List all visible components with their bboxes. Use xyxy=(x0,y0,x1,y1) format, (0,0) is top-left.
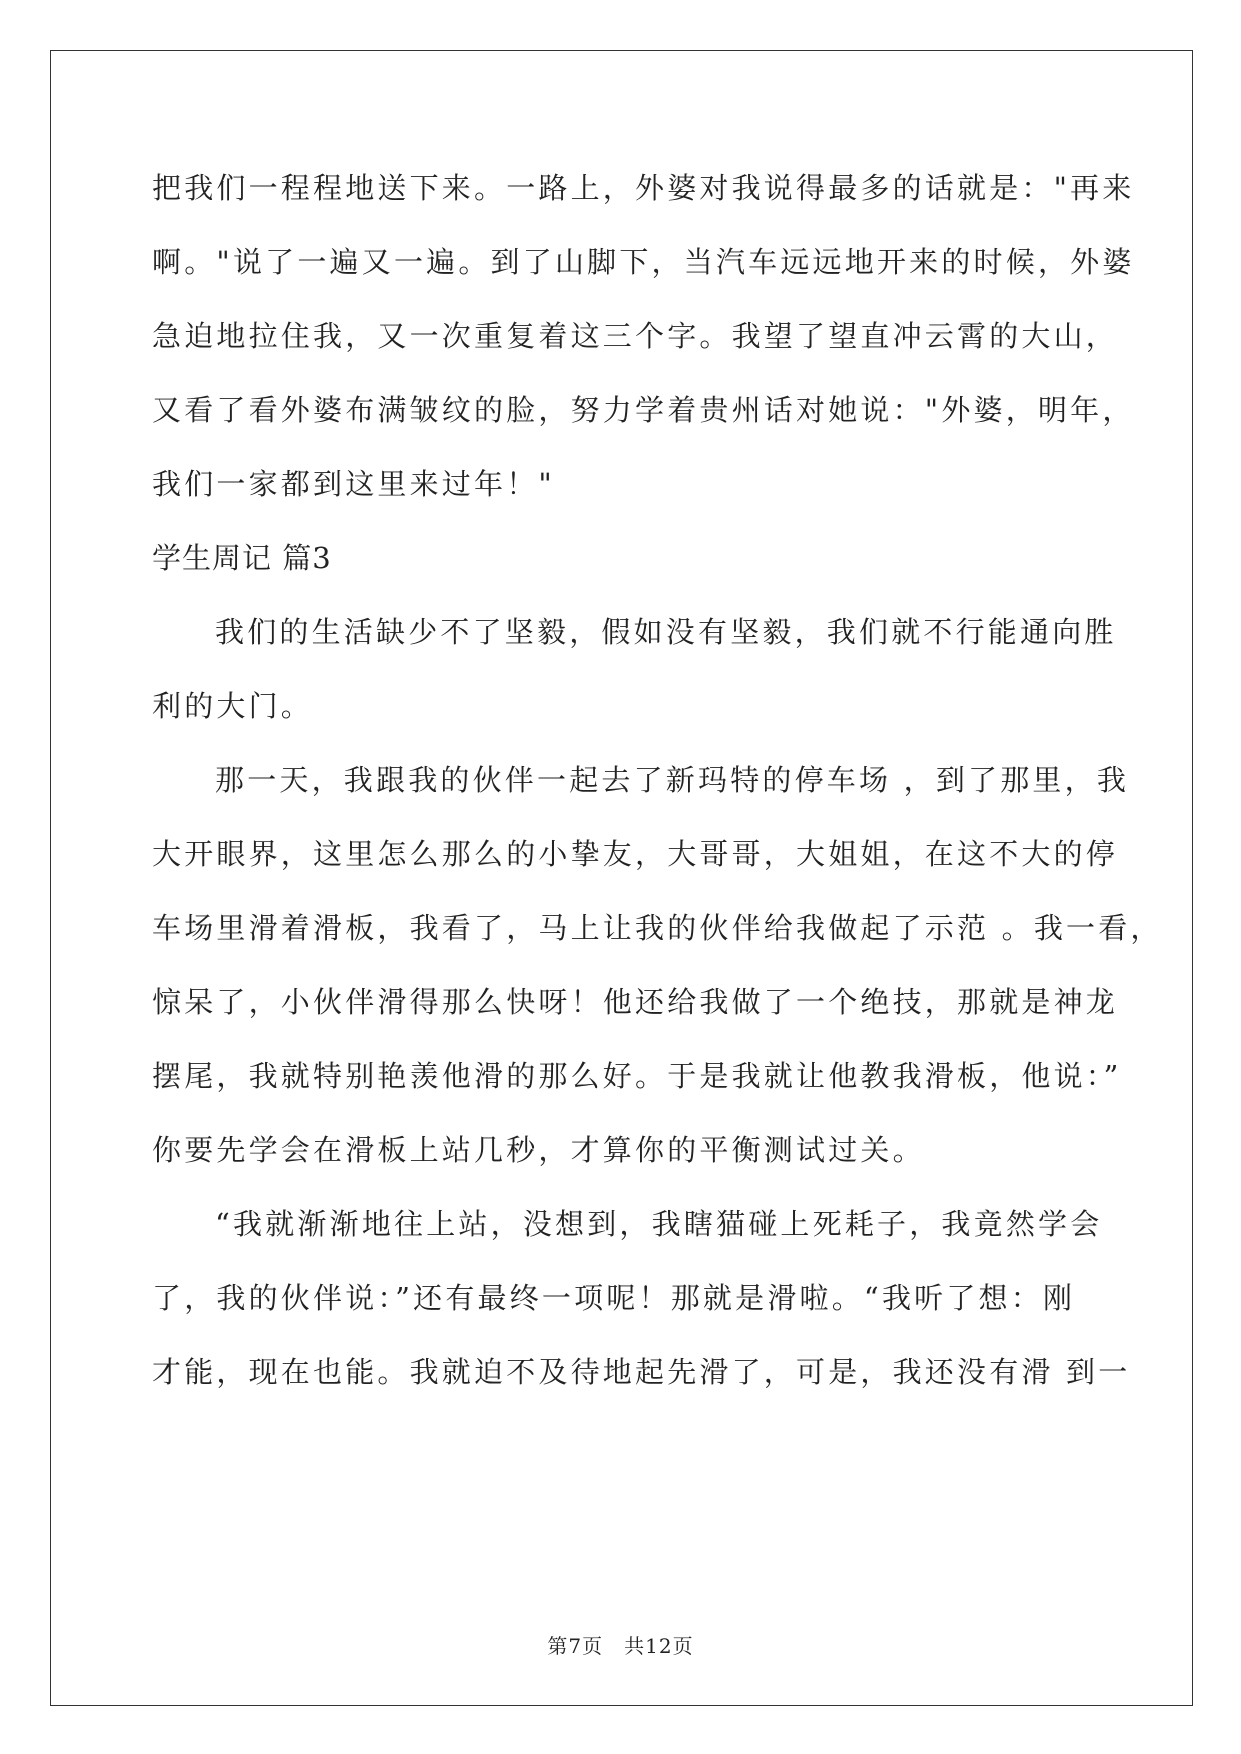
text-line: 你要先学会在滑板上站几秒，才算你的平衡测试过关。 xyxy=(152,1133,925,1167)
text-line: 大开眼界，这里怎么那么的小挚友，大哥哥，大姐姐，在这不大的停 xyxy=(152,837,1119,871)
text-line: 我们一家都到这里来过年！" xyxy=(152,467,555,501)
text-line: 摆尾，我就特别艳羡他滑的那么好。于是我就让他教我滑板，他说：” xyxy=(152,1059,1122,1093)
text-line: 那一天，我跟我的伙伴一起去了新玛特的停车场 ，到了那里，我 xyxy=(215,763,1130,797)
text-line: 又看了看外婆布满皱纹的脸，努力学着贵州话对她说："外婆，明年， xyxy=(152,393,1135,427)
text-line: “我就渐渐地往上站，没想到，我瞎猫碰上死耗子，我竟然学会 xyxy=(215,1207,1103,1241)
text-line: 我们的生活缺少不了坚毅，假如没有坚毅，我们就不行能通向胜 xyxy=(215,615,1117,649)
page-number-footer: 第7页 共12页 xyxy=(547,1634,694,1658)
text-line: 才能，现在也能。我就迫不及待地起先滑了，可是，我还没有滑 到一 xyxy=(152,1355,1131,1389)
text-line: 急迫地拉住我，又一次重复着这三个字。我望了望直冲云霄的大山， xyxy=(152,319,1119,353)
section-heading: 学生周记 篇3 xyxy=(152,541,332,575)
page-border xyxy=(50,50,1193,1706)
text-line: 了，我的伙伴说：”还有最终一项呢！那就是滑啦。“我听了想：刚 xyxy=(152,1281,1076,1315)
text-line: 啊。"说了一遍又一遍。到了山脚下，当汽车远远地开来的时候，外婆 xyxy=(152,245,1135,279)
text-line: 车场里滑着滑板，我看了，马上让我的伙伴给我做起了示范 。我一看， xyxy=(152,911,1163,945)
text-line: 把我们一程程地送下来。一路上，外婆对我说得最多的话就是："再来 xyxy=(152,171,1135,205)
text-line: 利的大门。 xyxy=(152,689,314,723)
text-line: 惊呆了，小伙伴滑得那么快呀！他还给我做了一个绝技，那就是神龙 xyxy=(152,985,1119,1019)
